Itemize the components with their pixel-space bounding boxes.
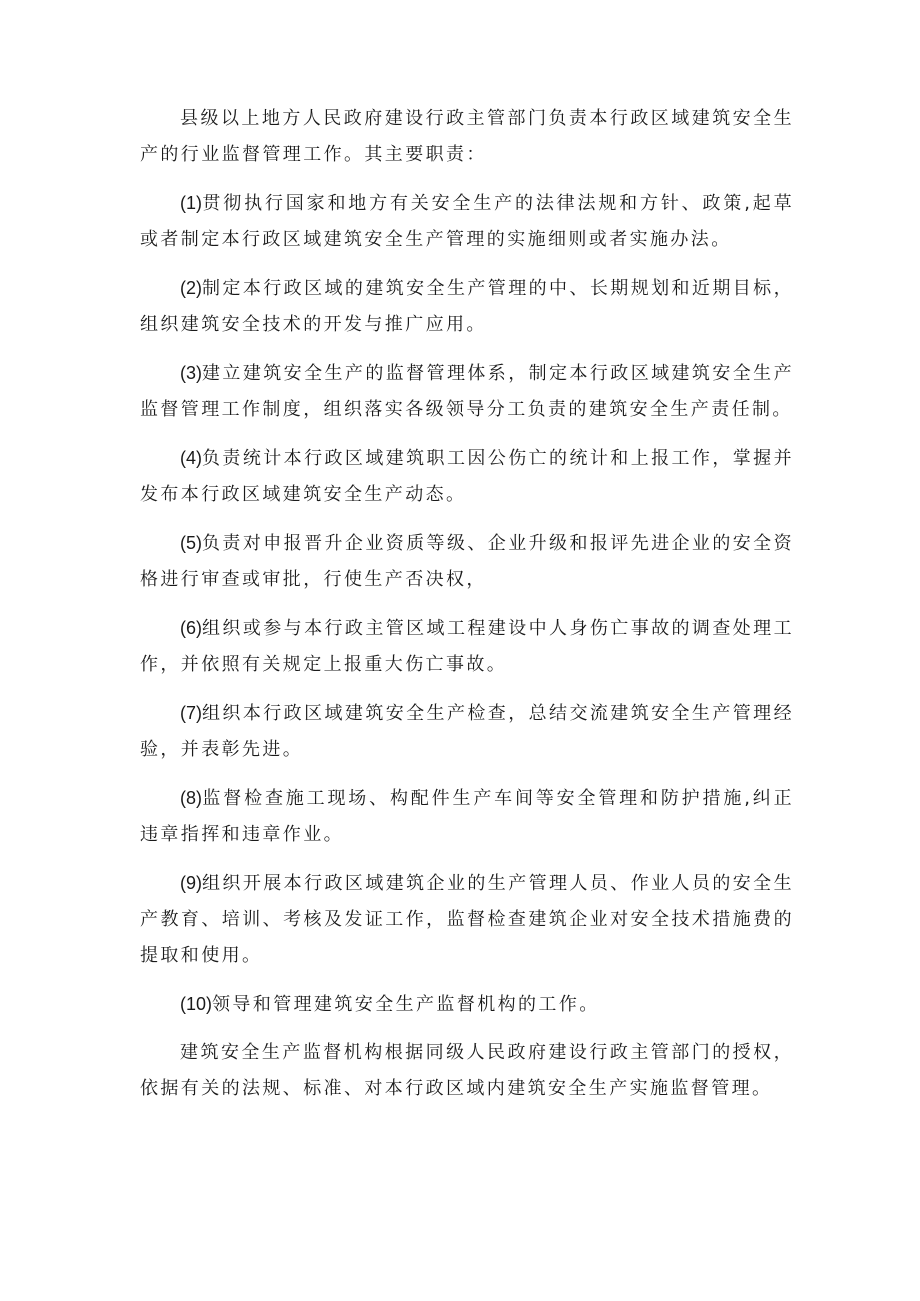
duty-item-8: [140, 780, 794, 853]
item-text: 贯彻执行国家和地方有关安全生产的法律法规和方针、政策,起草或者制定本行政区域建筑安全生产管理的实施细则或者实施办法。: [140, 193, 794, 250]
duty-item-5: [140, 525, 794, 598]
item-number: (1): [180, 193, 202, 213]
duty-item-10: [140, 986, 794, 1023]
duty-item-6: [140, 610, 794, 683]
item-number: (7): [180, 703, 202, 723]
duty-item-4: [140, 440, 794, 513]
item-text: 负责统计本行政区域建筑职工因公伤亡的统计和上报工作，掌握并发布本行政区域建筑安全生产动态。: [140, 448, 794, 505]
duty-item-7: [140, 695, 794, 768]
item-text: 制定本行政区域的建筑安全生产管理的中、长期规划和近期目标，组织建筑安全技术的开发与推广应用。: [140, 278, 794, 335]
item-number: (8): [180, 788, 202, 808]
item-number: (10): [180, 994, 213, 1014]
item-number: (9): [180, 873, 202, 893]
item-text: 领导和管理建筑安全生产监督机构的工作。: [212, 994, 600, 1015]
item-text: 负责对申报晋升企业资质等级、企业升级和报评先进企业的安全资格进行审查或审批，行使生产否决权，: [140, 533, 794, 590]
item-number: (3): [180, 363, 202, 383]
item-number: (6): [180, 618, 202, 638]
item-number: (2): [180, 278, 202, 298]
duty-item-2: [140, 270, 794, 343]
item-text: 监督检查施工现场、构配件生产车间等安全管理和防护措施,纠正违章指挥和违章作业。: [140, 788, 794, 845]
duty-item-3: [140, 355, 794, 428]
item-text: 组织开展本行政区域建筑企业的生产管理人员、作业人员的安全生产教育、培训、考核及发证工作，监督检查建筑企业对安全技术措施费的提取和使用。: [140, 873, 794, 966]
item-number: (5): [180, 533, 202, 553]
item-number: (4): [180, 448, 202, 468]
intro-paragraph: 县级以上地方人民政府建设行政主管部门负责本行政区域建筑安全生产的行业监督管理工作。其主要职责：: [140, 108, 794, 165]
item-text: 建立建筑安全生产的监督管理体系，制定本行政区域建筑安全生产监督管理工作制度，组织落实各级领导分工负责的建筑安全生产责任制。: [140, 363, 794, 420]
duty-item-1: [140, 185, 794, 258]
document-body: [140, 101, 794, 1119]
item-text: 组织或参与本行政主管区域工程建设中人身伤亡事故的调查处理工作，并依照有关规定上报重大伤亡事故。: [140, 618, 794, 675]
item-text: 组织本行政区域建筑安全生产检查，总结交流建筑安全生产管理经验，并表彰先进。: [140, 703, 794, 760]
closing-paragraph: 建筑安全生产监督机构根据同级人民政府建设行政主管部门的授权，依据有关的法规、标准、对本行政区域内建筑安全生产实施监督管理。: [140, 1042, 794, 1099]
duty-item-9: [140, 865, 794, 974]
